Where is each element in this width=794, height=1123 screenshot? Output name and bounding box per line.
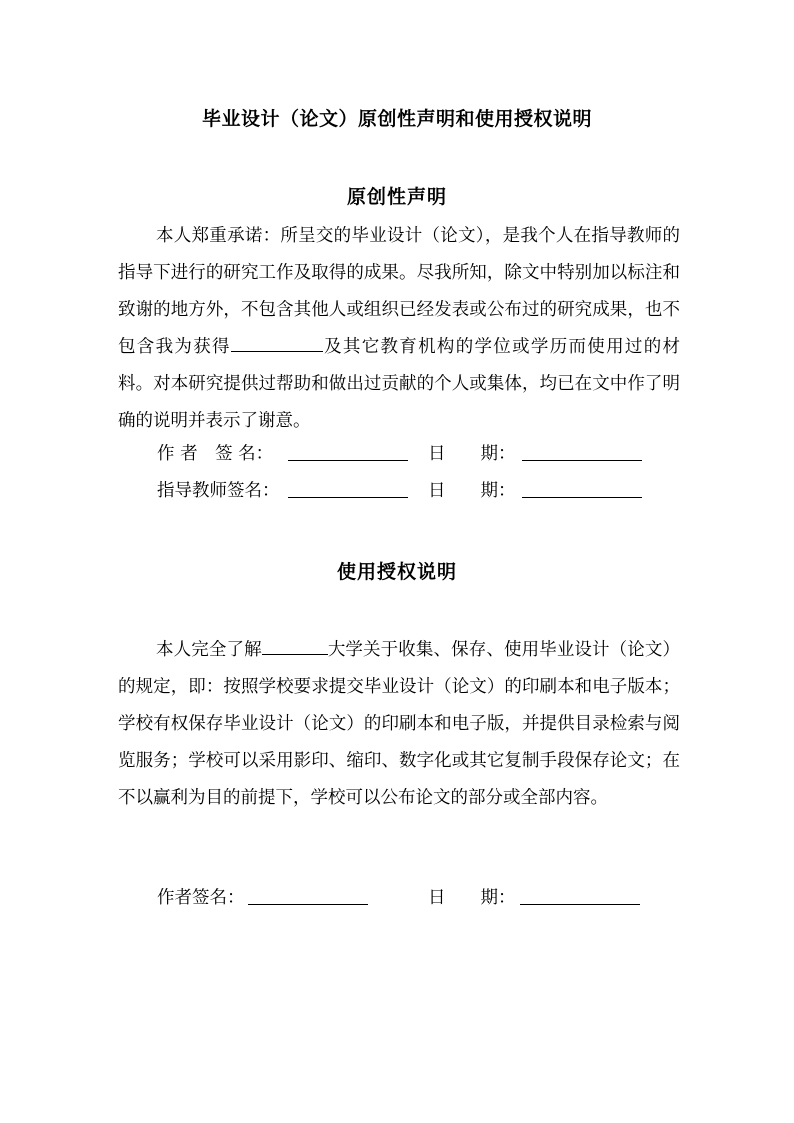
author-signature-line (288, 459, 408, 461)
authorization-body (118, 632, 680, 817)
originality-statement-body (118, 218, 680, 440)
author-date-line (522, 459, 642, 461)
authorization-author-line (248, 903, 368, 905)
originality-statement-title: 原创性声明 (346, 186, 447, 208)
originality-text-part1: 本人郑重承诺：所呈交的毕业设计（论文），是我个人在指导教师的指导下进行的研究工作及取得的成果。尽我所知，除文中特别加以标注和致谢的地方外，不包含其他人或组织已经发表或公布过的研究成果，也不包含我为获得 (118, 226, 680, 357)
authorization-date-label: 日 期： (428, 888, 516, 908)
advisor-date-line (522, 496, 642, 498)
author-signature-label: 作 者 签 名： (157, 444, 274, 464)
authorization-author-label: 作者签名： (157, 888, 245, 908)
originality-text-part2: 及其它教育机构的学位或学历而使用过的材料。对本研究提供过帮助和做出过贡献的个人或集体，均已在文中作了明确的说明并表示了谢意。 (118, 337, 681, 431)
authorization-title: 使用授权说明 (336, 561, 457, 583)
author-date-label: 日 期： (428, 444, 516, 464)
advisor-date-label: 日 期： (428, 481, 516, 501)
authorization-text-part1: 本人完全了解 (156, 640, 262, 660)
document-title: 毕业设计（论文）原创性声明和使用授权说明 (201, 108, 592, 130)
advisor-signature-label: 指导教师签名： (157, 481, 280, 501)
authorization-date-line (520, 903, 640, 905)
institution-blank (231, 337, 323, 352)
advisor-signature-line (288, 496, 408, 498)
university-blank (262, 640, 328, 655)
authorization-text-part2: 大学关于收集、保存、使用毕业设计（论文）的规定，即：按照学校要求提交毕业设计（论文）的印刷本和电子版本；学校有权保存毕业设计（论文）的印刷本和电子版，并提供目录检索与阅览服务；学校可以采用影印、缩印、数字化或其它复制手段保存论文；在不以赢利为目的前提下，学校可以公布论文的部分或全部内容。 (118, 640, 681, 808)
